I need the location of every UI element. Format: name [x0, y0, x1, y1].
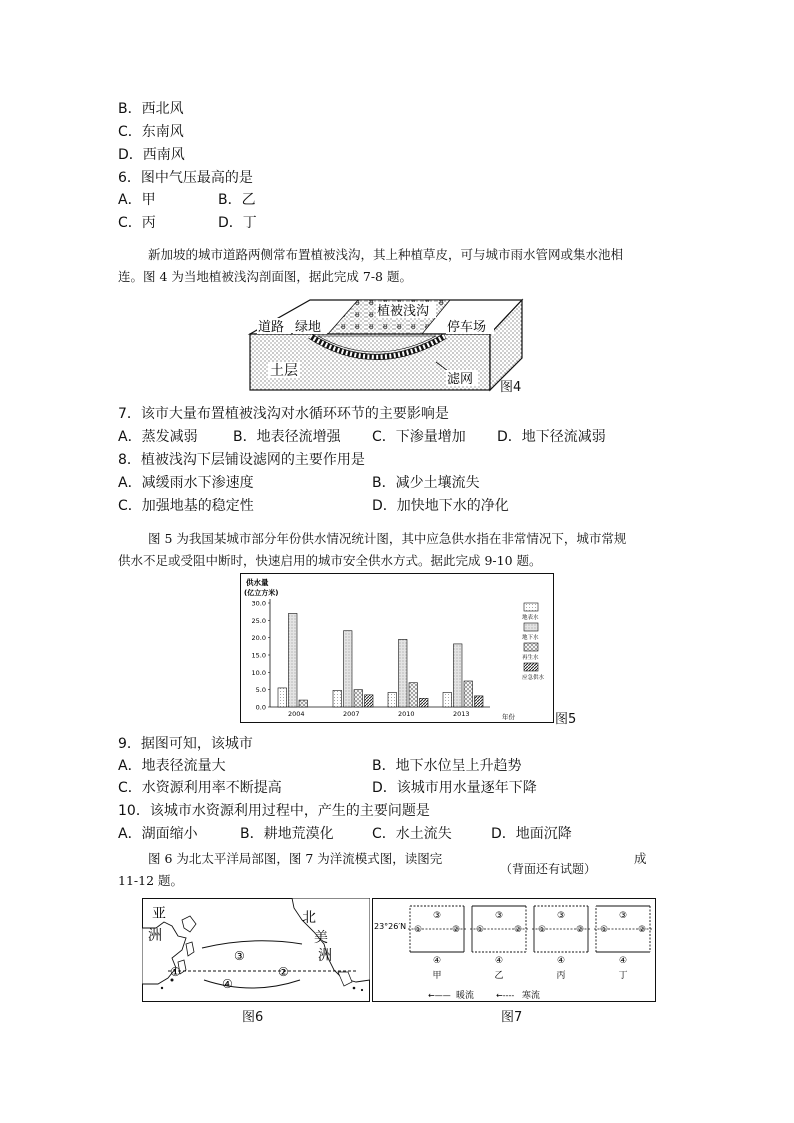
chart-legend-label: 应急供水	[522, 675, 545, 681]
fig4-filter-label: 滤网	[447, 372, 474, 387]
intro-11-12-line1: 图 6 为北太平洋局部图，图 7 为洋流模式图，读图完	[148, 851, 443, 866]
chart-legend-label: 地表水	[522, 615, 539, 621]
chart-xlabel: 年份	[502, 713, 515, 721]
fig4-ditch-label: 植被浅沟	[377, 304, 430, 319]
chart-legend-swatch	[524, 603, 538, 611]
chart-bar	[289, 613, 298, 707]
fig7-box-name: 丙	[556, 971, 566, 981]
q10-stem: 10．该城市水资源利用过程中，产生的主要问题是	[118, 803, 430, 819]
chart-bar	[454, 644, 463, 707]
fig7-label-2: ②	[575, 925, 585, 935]
fig4-green-label: 绿地	[295, 320, 322, 335]
fig7-box-name: 乙	[494, 971, 504, 981]
fig6-current-4: ④	[222, 977, 233, 991]
fig7-label-2: ②	[513, 925, 523, 935]
fig7-label-1: ①	[599, 925, 609, 935]
fig6-current-3: ③	[234, 949, 245, 963]
q10-option-c: C．水土流失	[372, 826, 452, 842]
fig7-label-1: ①	[475, 925, 485, 935]
q8-option-d: D．加快地下水的净化	[372, 498, 509, 514]
q9-stem: 9．据图可知，该城市	[118, 736, 253, 752]
q10-option-a: A．湖面缩小	[118, 826, 198, 842]
figure-4	[240, 296, 540, 396]
fig6-na-label-1: 北	[302, 910, 316, 926]
fig7-warm-label: 暖流	[456, 991, 475, 1001]
fig5-caption: 图5	[555, 712, 577, 727]
chart-y-tick-label: 10.0	[251, 668, 266, 677]
fig7-warm-legend: ←——	[428, 991, 451, 1000]
q9-option-b: B．地下水位呈上升趋势	[372, 758, 522, 774]
fig4-road-label: 道路	[258, 320, 285, 335]
fig7-cold-legend: ←----	[496, 991, 515, 1000]
chart-bar	[388, 692, 397, 707]
chart-x-tick-label: 2013	[453, 710, 470, 718]
figure-6-map	[142, 898, 370, 1002]
chart-bar	[409, 683, 418, 707]
figure-7-patterns	[372, 898, 656, 1002]
intro-11-12	[118, 848, 688, 892]
chart-bar	[333, 690, 342, 707]
chart-bar	[420, 698, 429, 707]
fig4-caption: 图4	[500, 380, 522, 395]
chart-x-tick-label: 2007	[343, 710, 360, 718]
chart-legend-swatch	[524, 643, 538, 651]
intro-7-8	[118, 244, 688, 288]
fig7-caption: 图7	[501, 1010, 523, 1025]
fig6-current-2: ②	[278, 965, 289, 979]
chart-ylabel-line1: 供水量	[246, 578, 269, 587]
chart-x-tick-label: 2010	[398, 710, 415, 718]
intro-9-10	[118, 528, 688, 572]
chart-x-tick-label: 2004	[288, 710, 305, 718]
q7-option-d: D．地下径流减弱	[497, 429, 606, 445]
fig7-box-name: 丁	[618, 971, 628, 981]
fig7-label-3: ③	[432, 911, 442, 921]
figure-5-chart	[240, 573, 554, 723]
fig7-label-3: ③	[618, 911, 628, 921]
fig7-label-1: ①	[413, 925, 423, 935]
intro-11-12-line2: 11-12 题。	[118, 873, 184, 888]
fig7-latitude-label: 23°26′N	[374, 922, 407, 931]
chart-legend-swatch	[524, 623, 538, 631]
chart-ylabel-line2: (亿立方米)	[244, 589, 279, 597]
q8-stem: 8．植被浅沟下层铺设滤网的主要作用是	[118, 452, 365, 468]
q9-option-a: A．地表径流量大	[118, 758, 226, 774]
chart-legend-label: 再生水	[522, 655, 539, 661]
chart-legend-label: 地下水	[522, 635, 539, 641]
q6-option-c: C．丙	[118, 215, 156, 231]
q7-stem: 7．该市大量布置植被浅沟对水循环环节的主要影响是	[118, 406, 449, 422]
fig7-box-name: 甲	[432, 971, 442, 981]
q8-option-a: A．减缓雨水下渗速度	[118, 475, 254, 491]
fig7-label-2: ②	[451, 925, 461, 935]
q5-option-d: D．西南风	[118, 147, 185, 163]
q6-stem: 6．图中气压最高的是	[118, 170, 253, 186]
q7-option-c: C．下渗量增加	[372, 429, 466, 445]
fig6-caption: 图6	[242, 1010, 264, 1025]
chart-bar	[475, 696, 484, 707]
chart-y-tick-label: 5.0	[255, 686, 266, 695]
fig6-na-label-2: 美	[314, 930, 328, 946]
fig4-parking-label: 停车场	[447, 320, 487, 335]
intro-9-10-line2: 供水不足或受阻中断时，快速启用的城市安全供水方式。据此完成 9-10 题。	[118, 553, 542, 568]
fig7-label-3: ③	[556, 911, 566, 921]
chart-bar	[299, 700, 308, 707]
chart-bar	[365, 695, 374, 707]
chart-y-tick-label: 0.0	[255, 703, 266, 712]
chart-bar	[344, 631, 353, 707]
chart-legend-swatch	[524, 663, 538, 671]
q10-option-b: B．耕地荒漠化	[240, 826, 334, 842]
fig7-label-4: ④	[494, 956, 504, 966]
q5-option-b: B．西北风	[118, 101, 184, 117]
q9-option-d: D．该城市用水量逐年下降	[372, 780, 537, 796]
intro-7-8-line2: 连。图 4 为当地植被浅沟剖面图，据此完成 7-8 题。	[118, 269, 412, 284]
q6-option-b: B．乙	[218, 192, 256, 208]
fig6-current-1: ①	[170, 965, 181, 979]
q7-option-a: A．蒸发减弱	[118, 429, 198, 445]
q5-option-c: C．东南风	[118, 124, 184, 140]
fig7-cold-label: 寒流	[522, 991, 541, 1001]
q9-option-c: C．水资源利用率不断提高	[118, 780, 282, 796]
intro-9-10-line1: 图 5 为我国某城市部分年份供水情况统计图，其中应急供水指在非常情况下，城市常规	[148, 531, 627, 546]
fig7-label-4: ④	[556, 956, 566, 966]
q7-option-b: B．地表径流增强	[233, 429, 341, 445]
fig4-soil-label: 土层	[270, 363, 298, 379]
q6-option-a: A．甲	[118, 192, 156, 208]
chart-y-tick-label: 15.0	[251, 651, 266, 660]
chart-y-tick-label: 30.0	[251, 599, 266, 608]
q10-option-d: D．地面沉降	[491, 826, 572, 842]
chart-y-tick-label: 20.0	[251, 634, 266, 643]
chart-bar	[464, 681, 473, 707]
fig7-label-1: ①	[537, 925, 547, 935]
intro-7-8-line1: 新加坡的城市道路两侧常布置植被浅沟，其上种植草皮，可与城市雨水管网或集水池相	[148, 247, 624, 262]
fig7-label-4: ④	[432, 956, 442, 966]
q8-option-b: B．减少土壤流失	[372, 475, 480, 491]
fig6-asia-label-2: 洲	[148, 928, 162, 944]
chart-y-tick-label: 25.0	[251, 616, 266, 625]
fig6-asia-label-1: 亚	[152, 906, 166, 922]
q8-option-c: C．加强地基的稳定性	[118, 498, 254, 514]
chart-bar	[443, 692, 452, 707]
chart-bar	[399, 639, 408, 707]
back-page-note: （背面还有试题）	[500, 862, 597, 876]
fig6-na-label-3: 洲	[318, 948, 332, 964]
fig7-label-4: ④	[618, 956, 628, 966]
q6-option-d: D．丁	[218, 215, 257, 231]
chart-bar	[354, 690, 363, 707]
chart-bar	[278, 688, 287, 707]
fig7-label-2: ②	[637, 925, 647, 935]
intro-11-12-line1-end: 成	[634, 851, 647, 866]
fig7-label-3: ③	[494, 911, 504, 921]
